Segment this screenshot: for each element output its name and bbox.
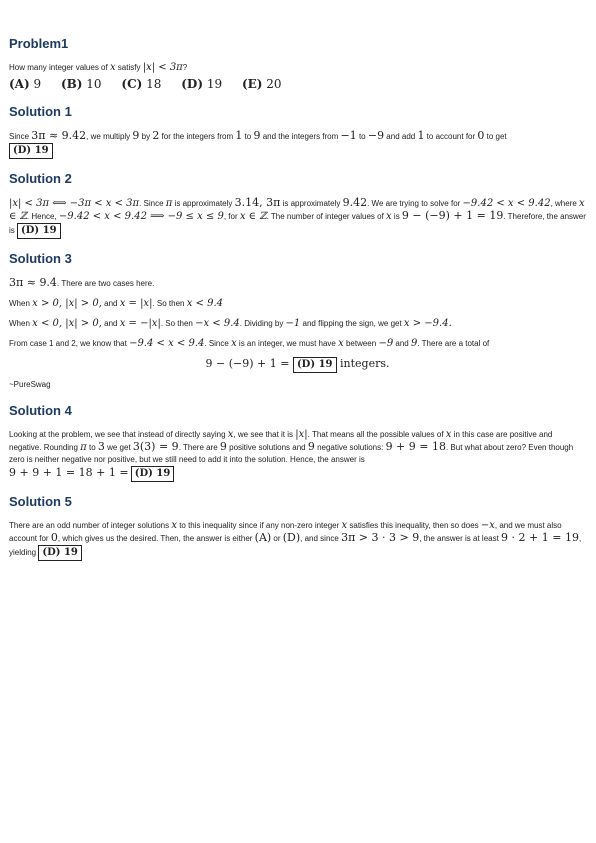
text: . So then	[152, 299, 187, 308]
math: x	[341, 520, 348, 531]
text: to	[356, 132, 368, 141]
math: x = |x|	[119, 298, 153, 309]
math: 3π ≈ 9.4	[9, 276, 57, 289]
math: x < 9.4	[186, 298, 223, 309]
solution-3-conclusion	[9, 338, 586, 350]
text: From case 1 and 2, we know that	[9, 339, 130, 348]
text: . So then	[160, 319, 196, 328]
text: to	[242, 132, 254, 141]
text: . That means all the possible values of	[307, 430, 446, 439]
solution-2-heading: Solution 2	[9, 171, 72, 186]
math: |x| < 3π	[142, 62, 183, 73]
text: positive solutions and	[226, 443, 308, 452]
math: x ∈ ℤ	[239, 211, 267, 222]
math: 3	[97, 440, 105, 453]
text: ?	[182, 63, 188, 72]
text: and flipping the sign, we get	[300, 319, 404, 328]
boxed-answer: (D) 19	[293, 357, 337, 373]
choice-value: 20	[266, 77, 282, 91]
math: (D)	[282, 531, 301, 544]
text: . But what about zero? Even though zero is neither negative nor positive, but we still need to add it into the solution. Hence, the answer is	[9, 443, 574, 464]
math: x < 0, |x| > 0,	[32, 318, 102, 329]
text: . We are trying to solve for	[367, 199, 463, 208]
text: . Dividing by	[239, 319, 286, 328]
solution-4-text	[9, 429, 586, 482]
text: satisfies this inequality, then so does	[347, 521, 481, 530]
math: −9.4 < x < 9.4	[129, 338, 205, 349]
text: to account for	[424, 132, 478, 141]
solution-3-heading: Solution 3	[9, 251, 72, 266]
text: . Since	[204, 339, 232, 348]
text: , the answer is at least	[419, 534, 502, 543]
math: 9	[410, 338, 418, 349]
text: between	[343, 339, 379, 348]
text: is an integer, we must have	[236, 339, 339, 348]
text: and add	[384, 132, 418, 141]
math: x	[109, 62, 116, 73]
choice-value: 9	[33, 77, 42, 91]
math: 3(3) = 9	[132, 440, 179, 453]
math: −9.42 < x < 9.42 ⟹ −9 ≤ x ≤ 9	[58, 211, 224, 222]
text: . Therefore, the answer is	[9, 212, 586, 235]
choice-c	[121, 76, 161, 92]
author-signature: ~PureSwag	[9, 380, 51, 389]
text: . Hence,	[26, 212, 59, 221]
choice-d	[181, 76, 222, 92]
math: 9 · 2 + 1 = 19	[501, 531, 579, 544]
text: When	[9, 299, 33, 308]
math: x	[338, 338, 344, 349]
text: When	[9, 319, 33, 328]
text: in this case are positive and negative. Rounding	[9, 430, 553, 452]
math: x	[227, 429, 234, 440]
text: and	[101, 299, 120, 308]
text: or	[271, 534, 283, 543]
text: . Since	[139, 199, 166, 208]
solution-1-heading: Solution 1	[9, 104, 72, 119]
solution-3-case-1	[9, 298, 586, 310]
text: , and we must also account for	[9, 521, 562, 543]
problem-heading: Problem1	[9, 36, 69, 51]
text: and	[101, 319, 120, 328]
math: −9	[367, 129, 385, 142]
math: π	[165, 198, 173, 209]
choice-label: (B)	[60, 77, 83, 91]
text: . There are	[178, 443, 220, 452]
text: , we multiply	[86, 132, 133, 141]
math: (A)	[254, 531, 272, 544]
math: x = −|x|	[119, 318, 161, 329]
text: is approximately	[172, 199, 235, 208]
math: 3π > 3 · 3 > 9	[341, 531, 420, 544]
math: 1	[235, 129, 243, 142]
math: x > 0, |x| > 0,	[32, 298, 102, 309]
math: π	[80, 442, 87, 453]
math: x	[445, 429, 452, 440]
text: satisfy	[115, 63, 143, 72]
math: x	[231, 338, 237, 349]
math: 9	[219, 440, 227, 453]
choice-b	[61, 76, 102, 92]
text: . There are two cases here.	[56, 279, 155, 288]
choice-value: 18	[146, 77, 162, 91]
math: 9	[307, 440, 315, 453]
math: 0	[50, 531, 58, 544]
text: negative solutions:	[314, 443, 386, 452]
text: and the integers from	[260, 132, 341, 141]
math: x	[386, 211, 392, 222]
math: −x < 9.4	[195, 318, 240, 329]
answer-choices	[9, 76, 586, 92]
choice-label: (A)	[9, 77, 30, 91]
solution-3-case-2	[9, 318, 586, 330]
text: , we see that it is	[233, 430, 296, 439]
math: x > −9.4.	[403, 318, 452, 329]
math: |x| < 3π ⟺ −3π < x < 3π	[9, 198, 140, 209]
math: 3π ≈ 9.42	[31, 129, 87, 142]
math: 1	[417, 129, 425, 142]
solution-5-text	[9, 520, 586, 561]
math: |x|	[295, 429, 308, 440]
math: 9 − (−9) + 1 = 19	[401, 209, 504, 222]
math: 9 − (−9) + 1 =	[205, 357, 290, 370]
text: . The number of integer values of	[266, 212, 387, 221]
text: How many integer values of	[9, 63, 110, 72]
text: to get	[484, 132, 507, 141]
solution-3-line-1	[9, 277, 586, 290]
boxed-answer: (D) 19	[38, 545, 82, 561]
text: , and since	[300, 534, 342, 543]
boxed-answer: (D) 19	[17, 223, 61, 239]
text: is approximately	[280, 199, 343, 208]
choice-value: 19	[206, 77, 223, 91]
solution-1-text	[9, 130, 586, 159]
text: Looking at the problem, we see that instead of directly saying	[9, 430, 228, 439]
math: 2	[152, 129, 160, 142]
text: to this inequality since if any non-zero integer	[176, 521, 342, 530]
text: by	[139, 132, 153, 141]
math: −1	[340, 129, 357, 142]
text: . There are a total of	[417, 339, 490, 348]
math: 9	[132, 129, 140, 142]
math: x	[171, 520, 177, 531]
math: −x	[480, 520, 495, 531]
boxed-answer: (D) 19	[9, 143, 53, 159]
text: There are an odd number of integer solutions	[9, 521, 172, 530]
choice-label: (D)	[181, 77, 204, 91]
text: , yielding	[9, 534, 582, 557]
text: , for	[223, 212, 240, 221]
text: integers.	[336, 357, 390, 370]
choice-value: 10	[86, 77, 102, 91]
text: we get	[104, 443, 133, 452]
choice-label: (C)	[121, 77, 143, 91]
math: x ∈ ℤ	[9, 198, 585, 222]
solution-4-heading: Solution 4	[9, 403, 72, 418]
text: and	[393, 339, 411, 348]
text: , where	[550, 199, 580, 208]
problem-question	[9, 62, 586, 74]
math: −9.42 < x < 9.42	[462, 198, 551, 209]
math: 3.14, 3π	[234, 196, 281, 209]
solution-2-text	[9, 197, 586, 239]
choice-a	[9, 76, 41, 92]
math: 9 + 9 = 18	[385, 440, 446, 453]
math: 9.42	[342, 196, 368, 209]
choice-label: (E)	[241, 77, 263, 91]
solution-3-display-equation	[9, 356, 586, 373]
text: to	[86, 443, 98, 452]
math: 9 + 9 + 1 = 18 + 1 =	[9, 466, 129, 479]
math: −9	[378, 338, 394, 349]
solution-5-heading: Solution 5	[9, 494, 72, 509]
math: −1	[285, 318, 301, 329]
choice-e	[242, 76, 282, 92]
text: , which gives us the desired. Then, the answer is either	[57, 534, 255, 543]
text: for the integers from	[159, 132, 236, 141]
boxed-answer: (D) 19	[131, 466, 175, 482]
math: 9	[253, 129, 261, 142]
text: is	[391, 212, 402, 221]
math: 0	[477, 129, 485, 142]
text: Since	[9, 132, 32, 141]
